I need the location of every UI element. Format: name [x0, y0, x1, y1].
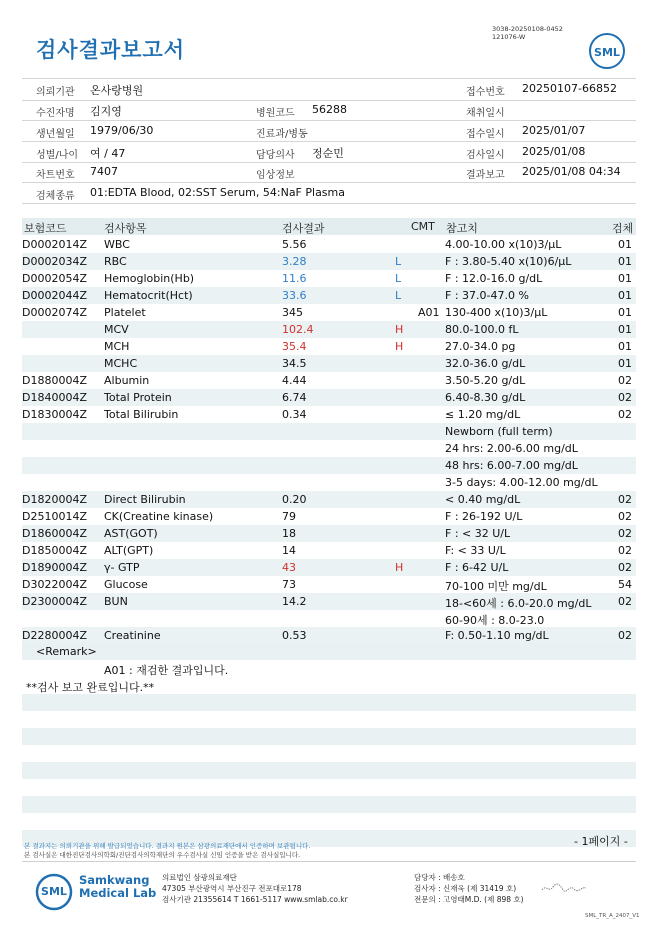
footer-address: 47305 부산광역시 부산진구 전포대로178 [162, 884, 302, 893]
header-result: 검사결과 [282, 222, 325, 235]
table-row [22, 508, 636, 525]
table-row [22, 338, 636, 355]
row-test-item: Total Bilirubin [104, 408, 179, 421]
row-specimen: 01 [618, 357, 632, 370]
row-test-item: Platelet [104, 306, 146, 319]
remark-note: A01 : 재검한 결과입니다. [104, 664, 229, 677]
row-result: 79 [282, 510, 296, 523]
table-row [22, 610, 636, 627]
row-test-item: WBC [104, 238, 130, 251]
table-row [22, 304, 636, 321]
staff-label-tester: 검사자 : [414, 884, 441, 893]
row-specimen: 02 [618, 493, 632, 506]
row-specimen: 54 [618, 578, 632, 591]
divider [22, 141, 636, 142]
row-reference: F : 26-192 U/L [445, 510, 523, 523]
row-test-item: CK(Creatine kinase) [104, 510, 214, 523]
row-test-item: BUN [104, 595, 128, 608]
table-row [22, 542, 636, 559]
row-flag: L [395, 272, 402, 285]
value-receipt-date: 2025/01/07 [522, 124, 586, 137]
value-birth-date: 1979/06/30 [90, 124, 154, 137]
row-flag: L [395, 255, 402, 268]
table-row [22, 406, 636, 423]
divider [22, 120, 636, 121]
footer-brand-line1: Samkwang [79, 873, 150, 887]
row-insurance-code: D1880004Z [22, 374, 87, 387]
row-specimen: 01 [618, 340, 632, 353]
row-test-item: Creatinine [104, 629, 161, 642]
value-report-date: 2025/01/08 04:34 [522, 165, 621, 178]
row-specimen: 02 [618, 629, 632, 642]
table-row [22, 236, 636, 253]
value-chart-number: 7407 [90, 165, 118, 178]
row-specimen: 02 [618, 391, 632, 404]
row-result: 34.5 [282, 357, 307, 370]
row-reference: 27.0-34.0 pg [445, 340, 516, 353]
value-receipt-number: 20250107-66852 [522, 82, 617, 95]
value-specimen-type: 01:EDTA Blood, 02:SST Serum, 54:NaF Plasma [90, 186, 345, 199]
sml-logo: SML [589, 33, 625, 69]
row-insurance-code: D2510014Z [22, 510, 87, 523]
label-sex-age: 성별/나이 [36, 150, 79, 161]
label-clinical-info: 임상정보 [256, 170, 295, 181]
footer-staff [414, 872, 524, 905]
row-result: 14 [282, 544, 296, 557]
label-department: 진료과/병동 [256, 129, 308, 140]
row-reference: F : 12.0-16.0 g/dL [445, 272, 543, 285]
row-insurance-code: D0002074Z [22, 306, 87, 319]
row-specimen: 02 [618, 561, 632, 574]
remark-row-bg [22, 643, 636, 660]
table-row [22, 525, 636, 542]
footer-organization [162, 872, 348, 905]
report-complete-text: **검사 보고 완료입니다.** [26, 681, 155, 694]
row-reference: 4.00-10.00 x(10)3/μL [445, 238, 562, 251]
row-test-item: Albumin [104, 374, 150, 387]
row-flag: L [395, 289, 402, 302]
row-insurance-code: D2300004Z [22, 595, 87, 608]
row-result: 14.2 [282, 595, 307, 608]
value-requesting-institution: 온사랑병원 [90, 84, 144, 97]
row-specimen: 02 [618, 374, 632, 387]
label-patient-name: 수진자명 [36, 108, 75, 119]
row-insurance-code: D1850004Z [22, 544, 87, 557]
row-result: 102.4 [282, 323, 314, 336]
value-hospital-code: 56288 [312, 103, 347, 116]
row-reference: 32.0-36.0 g/dL [445, 357, 526, 370]
table-row [22, 474, 636, 491]
table-row [22, 287, 636, 304]
label-receipt-date: 접수일시 [466, 129, 505, 140]
label-requesting-institution: 의뢰기관 [36, 87, 75, 98]
document-number-line1: 3038-20250108-0452 [492, 25, 563, 33]
label-specimen-type: 검체종류 [36, 191, 75, 202]
divider [22, 182, 636, 183]
table-row [22, 491, 636, 508]
form-id: SML_TR_A_2407_V1 [585, 913, 640, 919]
label-chart-number: 차트번호 [36, 170, 75, 181]
row-test-item: Direct Bilirubin [104, 493, 186, 506]
row-reference: 60-90세 : 8.0-23.0 [445, 614, 545, 627]
row-result: 33.6 [282, 289, 307, 302]
row-flag: H [395, 323, 404, 336]
divider [22, 78, 636, 79]
row-specimen: 02 [618, 527, 632, 540]
row-specimen: 01 [618, 323, 632, 336]
sml-footer-logo-text: SML [41, 885, 67, 898]
row-insurance-code: D0002054Z [22, 272, 87, 285]
table-row [22, 440, 636, 457]
signature-image [540, 881, 588, 895]
row-result: 11.6 [282, 272, 307, 285]
row-test-item: γ- GTP [104, 561, 140, 574]
row-reference: F : 3.80-5.40 x(10)6/μL [445, 255, 572, 268]
row-reference: 24 hrs: 2.00-6.00 mg/dL [445, 442, 578, 455]
row-reference: ≤ 1.20 mg/dL [445, 408, 521, 421]
document-number-line2: 121076-W [492, 33, 526, 41]
table-row [22, 576, 636, 593]
label-birth-date: 생년월일 [36, 129, 75, 140]
blank-band [22, 762, 636, 779]
row-result: 345 [282, 306, 303, 319]
value-test-date: 2025/01/08 [522, 145, 586, 158]
staff-value-tester: 신재욱 (제 31419 호) [443, 884, 517, 893]
row-specimen: 02 [618, 408, 632, 421]
report-title: 검사결과보고서 [36, 38, 186, 62]
footer-contact: 검사기관 21355614 T 1661-5117 www.smlab.co.kr [162, 895, 348, 904]
row-specimen: 01 [618, 289, 632, 302]
row-cmt: A01 [418, 306, 440, 319]
staff-value-specialist: 고영태M.D. (제 898 호) [443, 895, 524, 904]
row-result: 4.44 [282, 374, 307, 387]
table-row [22, 355, 636, 372]
row-test-item: Total Protein [104, 391, 172, 404]
row-reference: 130-400 x(10)3/μL [445, 306, 548, 319]
staff-label-manager: 담당자 : [414, 873, 441, 882]
header-reference: 참고치 [446, 222, 478, 235]
table-row [22, 423, 636, 440]
row-flag: H [395, 340, 404, 353]
row-specimen: 01 [618, 306, 632, 319]
header-test-item: 검사항목 [104, 222, 147, 235]
row-reference: F : 6-42 U/L [445, 561, 509, 574]
blank-band [22, 796, 636, 813]
row-test-item: AST(GOT) [104, 527, 158, 540]
row-result: 43 [282, 561, 296, 574]
value-patient-name: 김지영 [90, 105, 122, 118]
row-reference: 3-5 days: 4.00-12.00 mg/dL [445, 476, 598, 489]
row-reference: 70-100 미만 mg/dL [445, 580, 547, 593]
row-insurance-code: D0002044Z [22, 289, 87, 302]
label-hospital-code: 병원코드 [256, 108, 295, 119]
table-row [22, 253, 636, 270]
row-reference: 80.0-100.0 fL [445, 323, 519, 336]
row-result: 6.74 [282, 391, 307, 404]
row-result: 73 [282, 578, 296, 591]
row-specimen: 02 [618, 510, 632, 523]
row-insurance-code: D1840004Z [22, 391, 87, 404]
sml-footer-logo [34, 872, 74, 912]
table-row [22, 559, 636, 576]
row-reference: 18-<60세 : 6.0-20.0 mg/dL [445, 597, 592, 610]
row-specimen: 02 [618, 544, 632, 557]
row-specimen: 01 [618, 238, 632, 251]
divider [22, 203, 636, 204]
row-insurance-code: D3022004Z [22, 578, 87, 591]
row-reference: F : < 32 U/L [445, 527, 511, 540]
row-insurance-code: D1890004Z [22, 561, 87, 574]
table-row [22, 321, 636, 338]
table-row [22, 270, 636, 287]
divider [22, 162, 636, 163]
row-reference: 3.50-5.20 g/dL [445, 374, 526, 387]
page-number: - 1페이지 - [574, 835, 628, 848]
header-specimen: 검체 [612, 222, 634, 235]
header-insurance-code: 보험코드 [24, 222, 67, 235]
row-flag: H [395, 561, 404, 574]
label-collection-date: 채취일시 [466, 108, 505, 119]
row-test-item: MCHC [104, 357, 138, 370]
row-test-item: ALT(GPT) [104, 544, 154, 557]
row-reference: F: < 33 U/L [445, 544, 506, 557]
staff-label-specialist: 전문의 : [414, 895, 441, 904]
row-result: 0.53 [282, 629, 307, 642]
footer-brand [79, 874, 156, 900]
row-specimen: 02 [618, 595, 632, 608]
row-result: 3.28 [282, 255, 307, 268]
row-test-item: MCH [104, 340, 130, 353]
table-row [22, 457, 636, 474]
table-row [22, 389, 636, 406]
table-row [22, 593, 636, 610]
row-reference: 6.40-8.30 g/dL [445, 391, 526, 404]
remark-label: <Remark> [36, 645, 97, 658]
divider [22, 100, 636, 101]
row-reference: F : 37.0-47.0 % [445, 289, 529, 302]
row-insurance-code: D1860004Z [22, 527, 87, 540]
value-sex-age: 여 / 47 [90, 147, 126, 160]
row-result: 0.34 [282, 408, 307, 421]
value-doctor: 정순민 [312, 147, 344, 160]
row-test-item: RBC [104, 255, 127, 268]
blank-band [22, 694, 636, 711]
row-insurance-code: D1820004Z [22, 493, 87, 506]
row-reference: < 0.40 mg/dL [445, 493, 521, 506]
row-reference: 48 hrs: 6.00-7.00 mg/dL [445, 459, 578, 472]
row-reference: F: 0.50-1.10 mg/dL [445, 629, 549, 642]
footnote-line1: 본 결과지는 의뢰기관을 위해 발급되었습니다. 결과지 원본은 삼광의료재단에서 인증하며 보관됩니다. [24, 842, 311, 850]
staff-value-manager: 배송호 [443, 873, 465, 882]
row-insurance-code: D0002034Z [22, 255, 87, 268]
row-result: 5.56 [282, 238, 307, 251]
label-report-date: 결과보고 [466, 170, 505, 181]
footnote-line2: 본 검사실은 대한진단검사의학회/진단검사의학재단의 우수검사실 신임 인증을 받은 검사실입니다. [24, 851, 301, 859]
row-insurance-code: D2280004Z [22, 629, 87, 642]
row-insurance-code: D1830004Z [22, 408, 87, 421]
table-row [22, 372, 636, 389]
row-reference: Newborn (full term) [445, 425, 553, 438]
row-test-item: Hematocrit(Hct) [104, 289, 193, 302]
row-test-item: MCV [104, 323, 129, 336]
row-insurance-code: D0002014Z [22, 238, 87, 251]
row-test-item: Hemoglobin(Hb) [104, 272, 195, 285]
row-specimen: 01 [618, 272, 632, 285]
footer-brand-line2: Medical Lab [79, 886, 157, 900]
row-specimen: 01 [618, 255, 632, 268]
footer-divider [22, 861, 636, 862]
label-doctor: 담당의사 [256, 150, 295, 161]
row-result: 0.20 [282, 493, 307, 506]
row-result: 35.4 [282, 340, 307, 353]
table-row [22, 627, 636, 644]
document-number [492, 25, 563, 41]
label-receipt-number: 접수번호 [466, 87, 505, 98]
footer-org-name: 의료법인 삼광의료재단 [162, 873, 237, 882]
row-test-item: Glucose [104, 578, 148, 591]
label-test-date: 검사일시 [466, 150, 505, 161]
row-result: 18 [282, 527, 296, 540]
header-cmt: CMT [411, 220, 435, 233]
blank-band [22, 728, 636, 745]
